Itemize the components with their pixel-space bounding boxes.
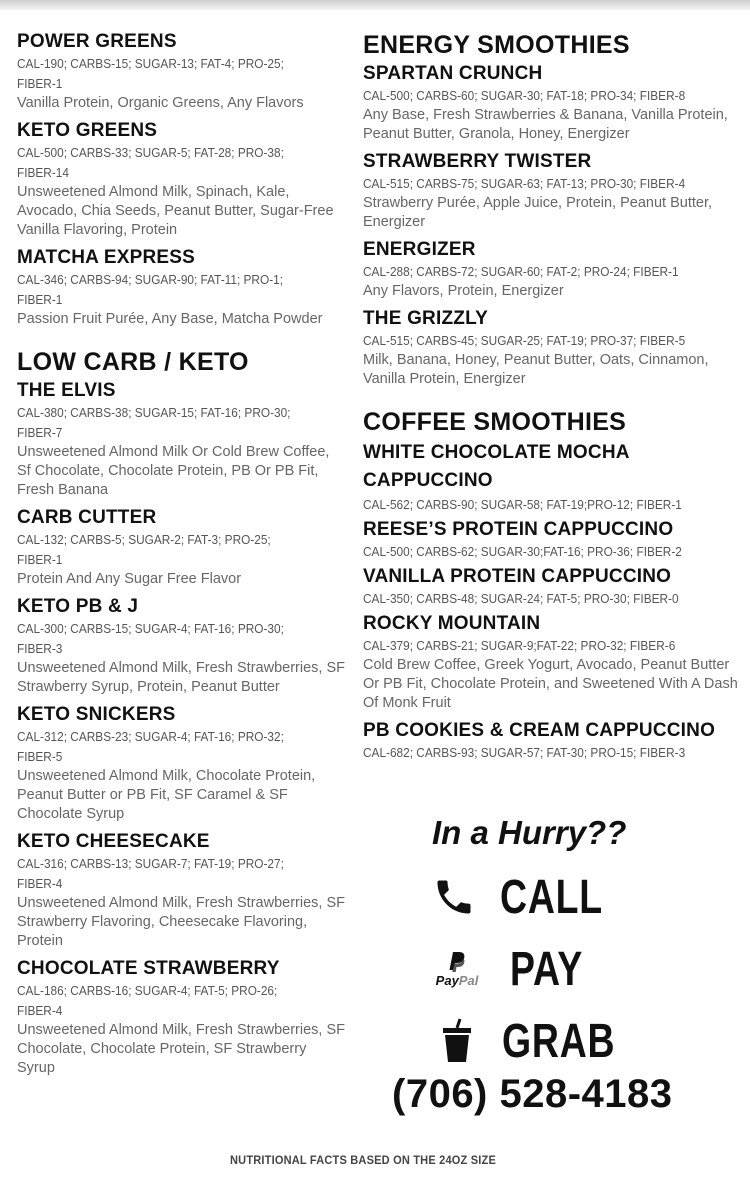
menu-item [17, 379, 347, 500]
section-title-coffee: COFFEE SMOOTHIES [363, 408, 627, 436]
item-ingredients: Unsweetened Almond Milk, Fresh Strawberries, SF Strawberry Syrup, Protein, Peanut Butter [17, 660, 345, 695]
menu-item [363, 150, 743, 232]
item-nutrition: CAL-186; CARBS-16; SUGAR-4; FAT-5; PRO-26; FIBER-4 [17, 984, 278, 1018]
item-name: REESE’S PROTEIN CAPPUCCINO [363, 519, 674, 540]
item-ingredients: Unsweetened Almond Milk, Chocolate Protein, Peanut Butter or PB Fit, SF Caramel & SF Chocolate Syrup [17, 768, 316, 822]
item-nutrition: CAL-312; CARBS-23; SUGAR-4; FAT-16; PRO-32; FIBER-5 [17, 730, 284, 764]
section-title-low-carb: LOW CARB / KETO [17, 348, 249, 376]
menu-item [17, 830, 347, 951]
item-name: MATCHA EXPRESS [17, 247, 196, 268]
item-ingredients: Vanilla Protein, Organic Greens, Any Flavors [17, 95, 304, 111]
menu-item [17, 119, 347, 240]
item-name: WHITE CHOCOLATE MOCHA CAPPUCCINO [363, 442, 629, 491]
menu-item [17, 595, 347, 697]
pay-label: PAY [510, 943, 584, 996]
item-nutrition: CAL-190; CARBS-15; SUGAR-13; FAT-4; PRO-25; FIBER-1 [17, 57, 284, 91]
item-name: ENERGIZER [363, 239, 476, 260]
item-name: KETO GREENS [17, 120, 158, 141]
menu-item [363, 518, 743, 562]
menu-item [17, 246, 347, 329]
item-name: CARB CUTTER [17, 507, 157, 528]
menu-item [363, 612, 743, 713]
item-ingredients: Any Base, Fresh Strawberries & Banana, Vanilla Protein, Peanut Butter, Granola, Honey, Energizer [363, 107, 728, 142]
menu-item [363, 565, 743, 609]
right-column [363, 30, 743, 769]
menu-item [363, 439, 743, 515]
item-name: SPARTAN CRUNCH [363, 63, 543, 84]
item-name: KETO SNICKERS [17, 704, 176, 725]
item-nutrition: CAL-500; CARBS-33; SUGAR-5; FAT-28; PRO-38; FIBER-14 [17, 146, 284, 180]
menu-item [363, 307, 743, 389]
grab-label: GRAB [502, 1015, 616, 1068]
section-title-energy: ENERGY SMOOTHIES [363, 31, 630, 59]
grab-row [440, 1014, 647, 1069]
left-column [17, 30, 347, 1084]
item-nutrition: CAL-132; CARBS-5; SUGAR-2; FAT-3; PRO-25; FIBER-1 [17, 533, 271, 567]
phone-number[interactable]: (706) 528-4183 [392, 1072, 673, 1116]
item-ingredients: Unsweetened Almond Milk, Spinach, Kale, Avocado, Chia Seeds, Peanut Butter, Sugar-Free Vanilla Flavoring, Protein [17, 184, 334, 238]
item-ingredients: Unsweetened Almond Milk, Fresh Strawberries, SF Chocolate, Chocolate Protein, SF Strawberry Syrup [17, 1022, 345, 1076]
menu-item [17, 957, 347, 1078]
item-ingredients: Strawberry Purée, Apple Juice, Protein, Peanut Butter, Energizer [363, 195, 712, 230]
menu-item [363, 62, 743, 144]
item-nutrition: CAL-682; CARBS-93; SUGAR-57; FAT-30; PRO-15; FIBER-3 [363, 746, 686, 760]
item-nutrition: CAL-300; CARBS-15; SUGAR-4; FAT-16; PRO-30; FIBER-3 [17, 622, 284, 656]
item-name: THE GRIZZLY [363, 308, 489, 329]
item-name: STRAWBERRY TWISTER [363, 151, 592, 172]
cup-icon [440, 1018, 476, 1066]
item-nutrition: CAL-500; CARBS-60; SUGAR-30; FAT-18; PRO-34; FIBER-8 [363, 89, 686, 103]
item-name: THE ELVIS [17, 380, 116, 401]
menu-item [363, 238, 743, 301]
item-ingredients: Cold Brew Coffee, Greek Yogurt, Avocado, Peanut Butter Or PB Fit, Chocolate Protein, and Sweetened With A Dash Of Monk Fruit [363, 657, 738, 711]
item-nutrition: CAL-346; CARBS-94; SUGAR-90; FAT-11; PRO-1; FIBER-1 [17, 273, 284, 307]
item-nutrition: CAL-515; CARBS-45; SUGAR-25; FAT-19; PRO-37; FIBER-5 [363, 334, 686, 348]
call-label: CALL [500, 871, 603, 924]
item-nutrition: CAL-562; CARBS-90; SUGAR-58; FAT-19;PRO-12; FIBER-1 [363, 498, 682, 512]
phone-icon [432, 875, 478, 921]
item-name: KETO PB & J [17, 596, 139, 617]
item-name: VANILLA PROTEIN CAPPUCCINO [363, 566, 672, 587]
item-ingredients: Protein And Any Sugar Free Flavor [17, 571, 242, 587]
item-name: KETO CHEESECAKE [17, 831, 210, 852]
item-name: CHOCOLATE STRAWBERRY [17, 958, 280, 979]
item-nutrition: CAL-380; CARBS-38; SUGAR-15; FAT-16; PRO-30; FIBER-7 [17, 406, 291, 440]
item-nutrition: CAL-316; CARBS-13; SUGAR-7; FAT-19; PRO-27; FIBER-4 [17, 857, 284, 891]
call-row [432, 870, 632, 925]
item-ingredients: Passion Fruit Purée, Any Base, Matcha Powder [17, 311, 323, 327]
item-ingredients: Unsweetened Almond Milk, Fresh Strawberries, SF Strawberry Flavoring, Cheesecake Flavoring, Protein [17, 895, 345, 949]
footer-note: NUTRITIONAL FACTS BASED ON THE 24OZ SIZE [230, 1153, 497, 1167]
top-border [0, 0, 750, 10]
paypal-icon [424, 951, 490, 988]
menu-item [17, 703, 347, 824]
item-nutrition: CAL-288; CARBS-72; SUGAR-60; FAT-2; PRO-24; FIBER-1 [363, 265, 679, 279]
item-name: POWER GREENS [17, 31, 177, 52]
item-nutrition: CAL-500; CARBS-62; SUGAR-30;FAT-16; PRO-36; FIBER-2 [363, 545, 682, 559]
item-nutrition: CAL-350; CARBS-48; SUGAR-24; FAT-5; PRO-30; FIBER-0 [363, 592, 679, 606]
item-nutrition: CAL-379; CARBS-21; SUGAR-9;FAT-22; PRO-32; FIBER-6 [363, 639, 676, 653]
menu-item [363, 719, 743, 763]
item-nutrition: CAL-515; CARBS-75; SUGAR-63; FAT-13; PRO-30; FIBER-4 [363, 177, 686, 191]
item-ingredients: Milk, Banana, Honey, Peanut Butter, Oats, Cinnamon, Vanilla Protein, Energizer [363, 352, 709, 387]
item-name: PB COOKIES & CREAM CAPPUCCINO [363, 720, 716, 741]
paypal-pay: Pay [435, 973, 459, 988]
paypal-pal: Pal [458, 973, 479, 988]
pay-row [424, 942, 604, 997]
item-name: ROCKY MOUNTAIN [363, 613, 541, 634]
promo-headline: In a Hurry?? [432, 814, 627, 851]
item-ingredients: Unsweetened Almond Milk Or Cold Brew Coffee, Sf Chocolate, Chocolate Protein, PB Or PB Fit, Fresh Banana [17, 444, 330, 498]
menu-item [17, 30, 347, 113]
menu-item [17, 506, 347, 589]
item-ingredients: Any Flavors, Protein, Energizer [363, 283, 564, 299]
